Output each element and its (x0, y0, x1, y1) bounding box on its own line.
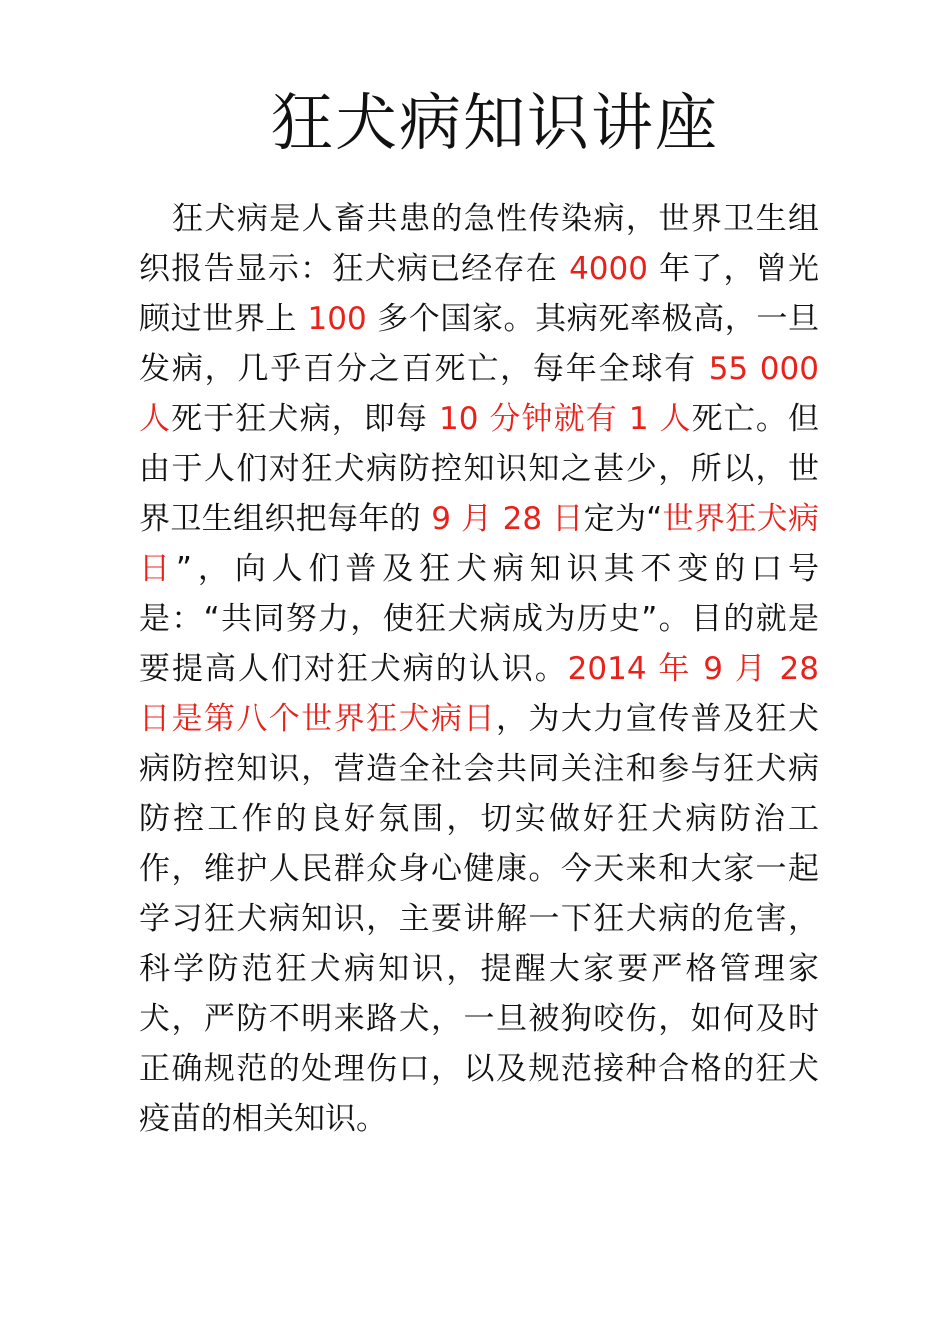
body-text-segment: 年了，曾光顾过世界上 (139, 251, 819, 337)
body-text-segment: 多个国家。其病死率极高，一旦发病，几乎百分之百死亡，每年全球有 (139, 301, 820, 387)
body-text-segment: ，为大力宣传普及狂犬病防控知识，营造全社会共同关注和参与狂犬病防控工作的良好氛围，切实做好狂犬病防治工作，维护人民群众身心健康。今天来和大家一起学习狂犬病知识，主要讲解一下狂犬病的危害，科学防范狂犬病知识，提醒大家要严格管理家犬，严防不明来路犬，一旦被狗咬伤，如何及时正确规范的处理伤口，以及规范接种合格的狂犬疫苗的相关知识。 (139, 701, 820, 1137)
page-title: 狂犬病知识讲座 (270, 86, 719, 159)
highlight-text: 4000 (569, 251, 648, 287)
highlight-text: 世界狂犬病日 (139, 501, 820, 587)
body-text-segment: 死亡。但由于人们对狂犬病防控知识知之甚少，所以，世界卫生组织把每年的 (139, 401, 820, 537)
highlight-text: 55 000 人 (139, 351, 819, 437)
highlight-text: 10 分钟就有 1 人 (439, 401, 692, 437)
body-text-segment: 死于狂犬病，即每 (171, 401, 440, 437)
body-text-segment: 定为“ (583, 501, 663, 537)
highlight-text: 9 月 28 日 (431, 501, 584, 537)
body-paragraph (139, 194, 819, 1144)
highlight-text: 2014 年 9 月 28 日是第八个世界狂犬病日 (139, 651, 819, 737)
highlight-text: 100 (307, 301, 367, 337)
body-text-segment: ”，向人们普及狂犬病知识其不变的口号是：“共同努力，使狂犬病成为历史”。目的就是要提高人们对狂犬病的认识。 (139, 551, 820, 687)
body-text-segment: 狂犬病是人畜共患的急性传染病，世界卫生组织报告显示：狂犬病已经存在 (139, 201, 819, 287)
